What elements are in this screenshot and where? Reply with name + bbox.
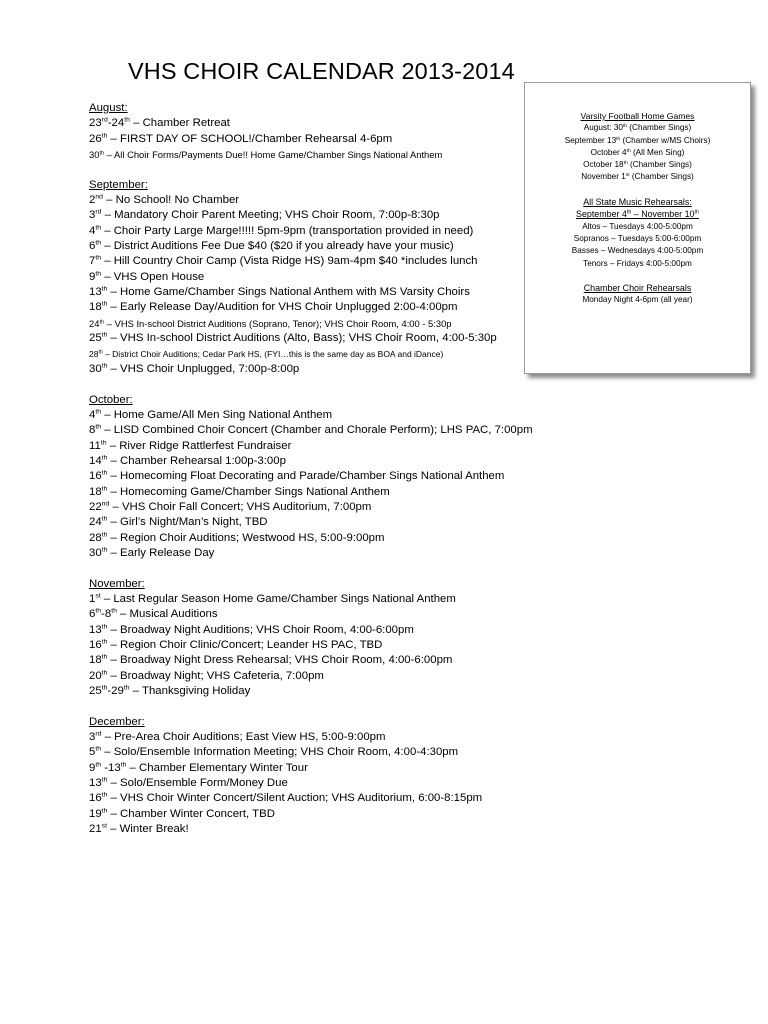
event-day-suffix: th [98, 349, 103, 356]
football-game-item [525, 135, 750, 147]
event-description: – Chamber Elementary Winter Tour [126, 761, 308, 774]
event-day-suffix: th [101, 653, 108, 661]
event-day-suffix: rd [101, 116, 108, 124]
event-day: 8 [89, 424, 96, 437]
game-date-suffix: th [626, 148, 631, 154]
event-item [89, 638, 519, 653]
range-start-suffix: th [626, 209, 632, 216]
event-day-suffix: th [95, 255, 102, 262]
allstate-rehearsal-list [525, 221, 750, 270]
event-description: – Thanksgiving Holiday [129, 685, 251, 698]
event-day-suffix: th [99, 319, 105, 326]
event-day-suffix: th [101, 485, 108, 493]
football-game-item [525, 159, 750, 171]
event-day-range: -24 [107, 117, 125, 130]
month-heading: September: [89, 178, 148, 191]
event-item [89, 331, 519, 346]
event-day-range-suffix: th [111, 607, 117, 615]
event-day-suffix: th [95, 270, 102, 278]
event-day-suffix: th [95, 761, 102, 769]
event-day: 18 [89, 485, 102, 498]
football-game-item [525, 122, 750, 134]
event-item [89, 500, 519, 515]
event-day-range: -13 [101, 761, 121, 774]
event-day-suffix: th [99, 150, 105, 157]
event-day-suffix: th [101, 285, 108, 293]
event-day-suffix: rd [95, 208, 102, 216]
event-day-suffix: th [101, 362, 108, 370]
event-day: 4 [89, 408, 96, 421]
event-day: 25 [89, 685, 102, 698]
event-day-suffix: th [101, 454, 108, 462]
event-day-suffix: th [95, 408, 102, 416]
event-item [89, 822, 519, 837]
event-day-suffix: th [101, 776, 108, 784]
event-day: 20 [89, 669, 102, 682]
month-section [89, 577, 519, 700]
football-games-list [525, 122, 750, 183]
event-description: – VHS In-school District Auditions (Soprano, Tenor); VHS Choir Room, 4:00 - 5:30p [104, 317, 452, 329]
event-item [89, 745, 519, 760]
side-info-box [524, 82, 751, 374]
event-item [89, 239, 519, 254]
event-day: 4 [89, 224, 96, 237]
month-heading: December: [89, 715, 145, 728]
event-item [89, 653, 519, 668]
event-item [89, 592, 519, 607]
event-item [89, 408, 519, 423]
page-title: VHS CHOIR CALENDAR 2013-2014 [128, 58, 515, 84]
event-day: 11 [89, 439, 101, 452]
event-day-suffix: th [95, 239, 102, 247]
range-start: September 4 [576, 209, 627, 220]
allstate-rehearsal-item: Tenors – Fridays 4:00-5:00pm [583, 258, 692, 268]
event-day: 1 [89, 593, 96, 605]
event-description: – FIRST DAY OF SCHOOL!/Chamber Rehearsal 4-6pm [107, 132, 393, 145]
event-item [89, 454, 519, 469]
event-description: – Broadway Night; VHS Cafeteria, 7:00pm [107, 669, 324, 682]
month-section [89, 715, 519, 838]
chamber-rehearsal-time: Monday Night 4-6pm (all year) [582, 295, 693, 305]
event-day-range-suffix: th [123, 684, 130, 692]
event-description: – Chamber Retreat [129, 117, 230, 130]
event-item [89, 469, 519, 484]
event-day-suffix: th [95, 746, 102, 753]
event-description: – Last Regular Season Home Game/Chamber Sings National Anthem [100, 593, 456, 605]
event-day: 30 [89, 149, 100, 161]
month-section [89, 393, 533, 562]
event-day-suffix: th [101, 669, 108, 677]
event-day-range: -8 [101, 608, 112, 621]
event-description: – All Choir Forms/Payments Due!! Home Game/Chamber Sings National Anthem [104, 149, 443, 161]
game-note: (All Men Sing) [630, 147, 685, 157]
event-item [89, 807, 519, 822]
event-item [89, 776, 519, 791]
event-day-suffix: th [101, 515, 108, 523]
event-item [89, 270, 519, 285]
event-description: – Chamber Winter Concert, TBD [107, 807, 275, 820]
event-day: 18 [89, 301, 102, 314]
event-day: 13 [89, 623, 102, 636]
event-day-range: -29 [107, 685, 124, 698]
event-description: – Winter Break! [106, 823, 189, 836]
event-description: – District Auditions Fee Due $40 ($20 if you already have your music) [101, 240, 454, 253]
event-day-suffix: rd [95, 730, 102, 738]
event-day: 6 [89, 240, 96, 253]
allstate-rehearsal-item: Sopranos – Tuesdays 5:00-6:00pm [573, 233, 702, 243]
event-item [89, 316, 519, 331]
game-note: (Chamber Sings) [627, 123, 692, 133]
event-description: – LISD Combined Choir Concert (Chamber and Chorale Perform); LHS PAC, 7:00pm [101, 424, 533, 437]
event-day: 13 [89, 777, 102, 790]
event-description: – River Ridge Rattlerfest Fundraiser [106, 439, 292, 452]
event-day: 3 [89, 731, 96, 744]
range-end-suffix: th [694, 209, 699, 216]
event-day-suffix: th [101, 792, 108, 800]
event-description: – Solo/Ensemble Information Meeting; VHS Choir Room, 4:00-4:30pm [101, 746, 459, 759]
event-day-suffix: th [101, 623, 108, 631]
event-day-suffix: th [101, 469, 108, 477]
event-day: 16 [89, 792, 102, 805]
month-heading: August: [89, 102, 128, 114]
event-day-suffix: th [101, 301, 108, 309]
event-day-suffix: th [101, 684, 108, 692]
football-heading: Varsity Football Home Games [580, 111, 695, 121]
event-day: 30 [89, 362, 102, 375]
event-description: – No School! No Chamber [102, 194, 240, 207]
event-description: – Chamber Rehearsal 1:00p-3:00p [107, 454, 286, 467]
event-description: – Mandatory Choir Parent Meeting; VHS Choir Room, 7:00p-8:30p [101, 209, 440, 222]
event-item [89, 684, 519, 699]
event-description: – Solo/Ensemble Form/Money Due [107, 777, 288, 790]
event-day: 25 [89, 332, 102, 345]
calendar-events-column [89, 101, 533, 853]
event-day-range-suffix: th [124, 116, 130, 124]
football-game-item [525, 147, 750, 159]
month-section [89, 178, 519, 377]
event-description: – Girl’s Night/Man’s Night, TBD [107, 516, 268, 529]
event-description: – Early Release Day [107, 546, 215, 559]
allstate-rehearsal-item: Altos – Tuesdays 4:00-5:00pm [582, 221, 693, 231]
event-item [89, 485, 519, 500]
game-date-suffix: th [622, 124, 628, 130]
month-heading: October: [89, 393, 133, 406]
event-day-suffix: nd [95, 193, 103, 201]
range-end: – November 10 [631, 209, 695, 220]
game-note: (Chamber Sings) [627, 160, 692, 170]
event-item [89, 254, 519, 269]
event-description: – Broadway Night Auditions; VHS Choir Room, 4:00-6:00pm [107, 623, 414, 636]
event-day-suffix: st [95, 592, 101, 600]
game-date: August: 30 [583, 123, 623, 133]
game-date: November 1 [581, 172, 626, 182]
event-description: – Musical Auditions [116, 608, 218, 621]
event-day: 5 [89, 746, 96, 759]
event-description: – VHS Choir Unplugged, 7:00p-8:00p [107, 362, 300, 375]
event-item [89, 546, 519, 561]
event-day: 7 [89, 255, 96, 268]
game-date: September 13 [564, 135, 617, 145]
event-day-suffix: st [101, 822, 107, 830]
event-day: 3 [89, 209, 96, 222]
event-day: 24 [89, 317, 100, 329]
game-date-suffix: th [616, 136, 621, 142]
game-date-suffix: st [625, 173, 630, 179]
box-spacer [525, 184, 750, 196]
event-day: 26 [89, 132, 102, 145]
event-item [89, 791, 519, 806]
event-item [89, 623, 519, 638]
event-day: 14 [89, 454, 102, 467]
game-note: (Chamber Sings) [629, 172, 694, 182]
event-description: – VHS Choir Fall Concert; VHS Auditorium, 7:00pm [109, 500, 372, 513]
event-day: 2 [89, 194, 96, 207]
event-day-suffix: th [101, 807, 108, 815]
event-item [89, 193, 519, 208]
event-item [89, 515, 519, 530]
event-item [89, 147, 519, 162]
event-description: – Choir Party Large Marge!!!!! 5pm-9pm (transportation provided in need) [101, 224, 474, 237]
event-day-suffix: th [100, 439, 107, 447]
allstate-date-range [525, 208, 750, 220]
event-day-suffix: th [101, 531, 108, 539]
game-date: October 18 [583, 160, 624, 170]
event-description: – Early Release Day/Audition for VHS Choir Unplugged 2:00-4:00pm [107, 301, 458, 314]
event-description: – VHS In-school District Auditions (Alto, Bass); VHS Choir Room, 4:00-5:30p [107, 332, 497, 345]
event-item [89, 607, 519, 622]
event-day: 22 [89, 500, 102, 513]
event-description: – VHS Open House [101, 270, 205, 283]
box-spacer [525, 270, 750, 282]
event-day: 21 [89, 823, 102, 836]
event-description: – VHS Choir Winter Concert/Silent Auction; VHS Auditorium, 6:00-8:15pm [107, 792, 483, 805]
event-description: – District Choir Auditions; Cedar Park HS, (FYI…this is the same day as BOA and iDance) [102, 348, 444, 359]
event-description: – Home Game/Chamber Sings National Anthem with MS Varsity Choirs [107, 286, 470, 299]
game-note: (Chamber w/MS Choirs) [620, 135, 711, 145]
event-day: 9 [89, 270, 96, 283]
event-description: – Hill Country Choir Camp (Vista Ridge HS) 9am-4pm $40 *includes lunch [101, 255, 478, 268]
event-day-suffix: th [101, 331, 108, 339]
event-day: 23 [89, 117, 102, 130]
event-description: – Pre-Area Choir Auditions; East View HS, 5:00-9:00pm [101, 731, 386, 744]
event-day-suffix: th [95, 224, 102, 232]
event-item [89, 347, 519, 362]
event-day: 28 [89, 348, 99, 359]
event-item [89, 285, 519, 300]
event-item [89, 208, 519, 223]
event-item [89, 531, 519, 546]
event-day-suffix: th [101, 546, 108, 554]
event-day-suffix: nd [101, 500, 110, 508]
event-description: – Region Choir Clinic/Concert; Leander HS PAC, TBD [107, 639, 383, 652]
event-item [89, 423, 533, 438]
event-day-range-suffix: th [120, 761, 127, 769]
football-game-item [525, 171, 750, 183]
allstate-heading: All State Music Rehearsals: [583, 197, 692, 208]
event-item [89, 761, 519, 776]
event-day: 9 [89, 761, 96, 774]
event-day: 16 [89, 470, 102, 483]
event-item [89, 132, 519, 147]
event-item [89, 116, 519, 131]
event-day: 18 [89, 654, 102, 667]
event-day: 13 [89, 286, 102, 299]
event-item [89, 300, 519, 315]
event-day-suffix: th [101, 638, 108, 646]
event-day: 30 [89, 546, 102, 559]
event-item [89, 669, 519, 684]
event-day: 19 [89, 807, 102, 820]
allstate-rehearsal-item: Basses – Wednesdays 4:00-5:00pm [571, 246, 704, 256]
event-day-suffix: th [101, 132, 108, 140]
event-description: – Homecoming Float Decorating and Parade/Chamber Sings National Anthem [107, 470, 505, 483]
event-day: 16 [89, 639, 102, 652]
event-description: – Home Game/All Men Sing National Anthem [101, 408, 333, 421]
event-item [89, 439, 519, 454]
game-date: October 4 [590, 147, 627, 157]
event-item [89, 730, 519, 745]
event-item [89, 362, 519, 377]
event-day: 6 [89, 608, 96, 621]
event-item [89, 224, 519, 239]
game-date-suffix: th [623, 161, 628, 166]
event-day: 28 [89, 531, 102, 544]
month-heading: November: [89, 577, 145, 590]
event-description: – Homecoming Game/Chamber Sings National Anthem [107, 485, 390, 498]
month-section [89, 101, 519, 162]
chamber-heading: Chamber Choir Rehearsals [583, 283, 692, 294]
event-description: – Broadway Night Dress Rehearsal; VHS Choir Room, 4:00-6:00pm [107, 654, 453, 667]
event-day-suffix: th [95, 607, 102, 615]
event-day-suffix: th [95, 423, 102, 431]
event-day: 24 [89, 516, 102, 529]
event-description: – Region Choir Auditions; Westwood HS, 5:00-9:00pm [107, 531, 385, 544]
